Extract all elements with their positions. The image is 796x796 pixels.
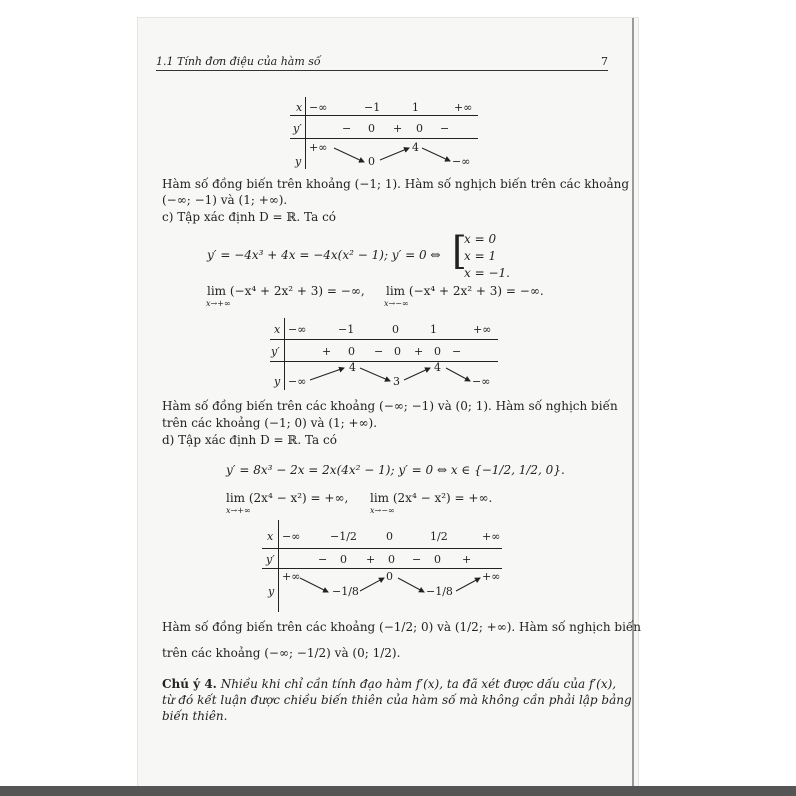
para3-line1: Hàm số đồng biến trên các khoảng (−1/2; 0) và (1/2; +∞). Hàm số nghịch biến	[162, 620, 642, 634]
table3-cell: +	[462, 553, 472, 566]
table2-cell: −∞	[288, 323, 307, 336]
table3-cell: +∞	[482, 530, 501, 543]
note-text-1: Nhiều khi chỉ cần tính đạo hàm f′(x), ta đã xét được dấu của f′(x),	[220, 677, 617, 691]
table3-cell: x	[267, 530, 274, 543]
table2-cell: y	[274, 375, 281, 388]
note-line1	[162, 677, 616, 691]
table2-cell: +	[414, 345, 424, 358]
table3-cell: 0	[386, 530, 393, 543]
table1-cell: y	[295, 155, 302, 168]
table3-cell: y′	[266, 553, 275, 566]
table2-cell: −1	[338, 323, 355, 336]
table3-cell: −	[412, 553, 422, 566]
note-line3: biến thiên.	[162, 709, 228, 723]
part-d-limit-1-sub: x→+∞	[226, 506, 251, 515]
table3-cell: +	[366, 553, 376, 566]
note-line2: từ đó kết luận được chiều biến thiên của hàm số mà không cần phải lập bảng	[162, 693, 632, 707]
table1-cell: 1	[412, 101, 419, 114]
table2-cell: 0	[394, 345, 401, 358]
table2-cell: 4	[434, 361, 441, 374]
case-bracket: [	[452, 229, 467, 273]
table3-cell: y	[268, 585, 275, 598]
table1-cell: 0	[368, 122, 375, 135]
table1-cell: +∞	[454, 101, 473, 114]
table3-cell: +∞	[482, 570, 501, 583]
part-c-intro: c) Tập xác định D = ℝ. Ta có	[162, 210, 337, 224]
page-number: 7	[601, 55, 608, 68]
table3-cell: −1/2	[330, 530, 357, 543]
header-title: 1.1 Tính đơn điệu của hàm số	[156, 55, 321, 68]
part-d-limit-1: lim (2x⁴ − x²) = +∞,	[226, 491, 349, 505]
case-1: x = 0	[464, 232, 497, 246]
arrow-down	[398, 578, 424, 592]
table1-cell: 0	[368, 155, 375, 168]
table2-cell: +	[322, 345, 332, 358]
case-2: x = 1	[464, 249, 497, 263]
note-label: Chú ý 4.	[162, 677, 217, 691]
part-c-limit-1-sub: x→+∞	[206, 299, 231, 308]
arrow-up	[456, 578, 480, 591]
table2-cell: 1	[430, 323, 437, 336]
arrow-down	[300, 578, 328, 592]
table3-cell: 0	[386, 570, 393, 583]
table2-cell: −	[374, 345, 384, 358]
table1-cell: −∞	[452, 155, 471, 168]
arrow-up	[360, 578, 384, 591]
para1-line1: Hàm số đồng biến trên khoảng (−1; 1). Hàm số nghịch biến trên các khoảng	[162, 177, 630, 191]
table2-cell: −	[452, 345, 462, 358]
table1-cell: +∞	[309, 141, 328, 154]
table1-cell: x	[296, 101, 303, 114]
table3-cell: 0	[340, 553, 347, 566]
table3-cell: −	[318, 553, 328, 566]
table3-cell: 0	[434, 553, 441, 566]
table2-cell: 0	[434, 345, 441, 358]
table2-cell: +∞	[473, 323, 492, 336]
part-d-intro: d) Tập xác định D = ℝ. Ta có	[162, 433, 337, 447]
table2-cell: 3	[393, 375, 400, 388]
part-c-derivative: y′ = −4x³ + 4x = −4x(x² − 1); y′ = 0 ⇔	[207, 248, 441, 262]
table3-cell: 0	[388, 553, 395, 566]
part-d-derivative: y′ = 8x³ − 2x = 2x(4x² − 1); y′ = 0 ⇔ x ∈ {−1/2, 1/2, 0}.	[226, 463, 565, 477]
table2-cell: 4	[349, 361, 356, 374]
table3-cell: −∞	[282, 530, 301, 543]
table3-cell: −1/8	[332, 585, 359, 598]
table3-cell: 1/2	[430, 530, 448, 543]
table1-cell: 0	[416, 122, 423, 135]
part-d-limit-2-sub: x→−∞	[370, 506, 395, 515]
table1-cell: y′	[293, 122, 302, 135]
part-c-limit-2: lim (−x⁴ + 2x² + 3) = −∞.	[386, 284, 544, 298]
table2-cell: −∞	[288, 375, 307, 388]
table2-cell: −∞	[472, 375, 491, 388]
table1-cell: −1	[364, 101, 381, 114]
table2-cell: x	[274, 323, 281, 336]
para1-line2: (−∞; −1) và (1; +∞).	[162, 193, 288, 207]
para2-line2: trên các khoảng (−1; 0) và (1; +∞).	[162, 416, 378, 430]
table1-cell: −	[440, 122, 450, 135]
table1-cell: −∞	[309, 101, 328, 114]
part-c-limit-2-sub: x→−∞	[384, 299, 409, 308]
para3-line2: trên các khoảng (−∞; −1/2) và (0; 1/2).	[162, 646, 401, 660]
table1-cell: 4	[412, 141, 419, 154]
table2-cell: 0	[392, 323, 399, 336]
table1-cell: −	[342, 122, 352, 135]
table2-cell: 0	[348, 345, 355, 358]
table3-cell: −1/8	[426, 585, 453, 598]
part-c-limit-1: lim (−x⁴ + 2x² + 3) = −∞,	[207, 284, 365, 298]
part-d-limit-2: lim (2x⁴ − x²) = +∞.	[370, 491, 493, 505]
case-3: x = −1.	[464, 266, 510, 280]
table2-cell: y′	[271, 345, 280, 358]
table1-cell: +	[393, 122, 403, 135]
para2-line1: Hàm số đồng biến trên các khoảng (−∞; −1) và (0; 1). Hàm số nghịch biến	[162, 399, 618, 413]
table3-cell: +∞	[282, 570, 301, 583]
